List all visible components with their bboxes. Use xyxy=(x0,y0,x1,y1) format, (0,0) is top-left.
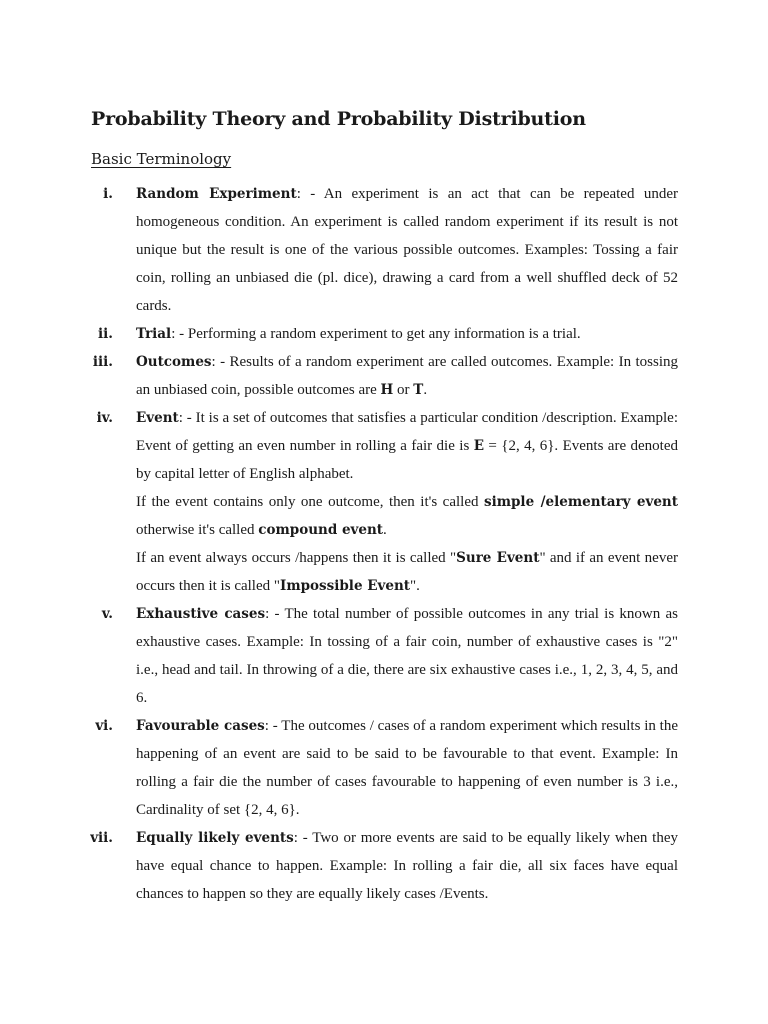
item-description: . xyxy=(383,522,387,538)
item-term: Trial xyxy=(136,326,172,342)
item-number: v. xyxy=(101,606,113,622)
item-description: ". xyxy=(410,578,420,594)
item-term: Equally likely events xyxy=(136,830,294,846)
list-item xyxy=(0,712,768,824)
item-description: If the event contains only one outcome, then it's called xyxy=(136,494,484,510)
item-description: . xyxy=(423,382,428,398)
page-title: Probability Theory and Probability Distribution xyxy=(91,108,586,130)
item-description: : - Results of a random experiment are called outcomes. Example: In tossing an unbiased coin, possible outcomes are xyxy=(136,354,678,398)
item-text xyxy=(136,824,678,908)
item-description: otherwise it's called xyxy=(136,522,259,538)
item-description: : - Performing a random experiment to get any information is a trial. xyxy=(171,326,581,342)
list-item xyxy=(0,180,768,320)
event-symbol: E xyxy=(473,438,484,454)
item-number: vi. xyxy=(95,718,113,734)
item-term: Event xyxy=(136,410,179,426)
item-text xyxy=(136,320,678,348)
item-number: ii. xyxy=(98,326,113,342)
term-sure-event: Sure Event xyxy=(456,550,540,566)
item-number: i. xyxy=(103,186,113,202)
list-item xyxy=(0,824,768,908)
item-description: or xyxy=(393,382,414,398)
section-heading: Basic Terminology xyxy=(91,150,232,168)
item-description: = {2, 4, 6}. Events are denoted by capital letter of English alphabet. xyxy=(136,438,678,482)
outcome-tails: T xyxy=(413,382,424,398)
item-term: Outcomes xyxy=(136,354,212,370)
item-description: " and if an event never occurs then it is called " xyxy=(136,550,678,594)
item-description: If an event always occurs /happens then it is called " xyxy=(136,550,457,566)
item-text xyxy=(136,180,678,320)
item-number: vii. xyxy=(90,830,113,846)
item-number: iii. xyxy=(92,354,113,370)
item-description: : - It is a set of outcomes that satisfies a particular condition /description. Example: Event of getting an even number in rolling a fair die is xyxy=(136,410,678,454)
item-description: : - Two or more events are said to be equally likely when they have equal chance to happen. Example: In rolling a fair die, all six faces have equal chances to happen so they are equally likely cases /Events. xyxy=(136,830,678,902)
item-text xyxy=(136,600,678,712)
item-number: iv. xyxy=(96,410,113,426)
item-term: Favourable cases xyxy=(136,718,265,734)
item-text xyxy=(136,404,678,600)
term-simple-event: simple /elementary event xyxy=(483,494,678,510)
term-impossible-event: Impossible Event xyxy=(280,578,411,594)
item-text xyxy=(136,712,678,824)
item-term: Exhaustive cases xyxy=(136,606,266,622)
terminology-list xyxy=(0,180,768,908)
item-text xyxy=(136,348,678,404)
list-item xyxy=(0,600,768,712)
list-item xyxy=(0,320,768,348)
item-description: : - An experiment is an act that can be repeated under homogeneous condition. An experiment is called random experiment if its result is not unique but the result is one of the various possible outcomes. Examples: Tossing a fair coin, rolling an unbiased die (pl. dice), drawing a card from a well shuffled deck of 52 cards. xyxy=(136,186,678,314)
list-item xyxy=(0,404,768,600)
item-term: Random Experiment xyxy=(136,186,297,202)
term-compound-event: compound event xyxy=(258,522,384,538)
list-item xyxy=(0,348,768,404)
item-description: : - The total number of possible outcomes in any trial is known as exhaustive cases. Example: In tossing of a fair coin, number of exhaustive cases is "2" i.e., head and tail. In throwing of a die, there are six exhaustive cases i.e., 1, 2, 3, 4, 5, and 6. xyxy=(136,606,678,706)
item-description: : - The outcomes / cases of a random experiment which results in the happening of an event are said to be said to be favourable to that event. Example: In rolling a fair die the number of cases favourable to happening of even number is 3 i.e., Cardinality of set {2, 4, 6}. xyxy=(136,718,679,818)
outcome-heads: H xyxy=(380,382,394,398)
